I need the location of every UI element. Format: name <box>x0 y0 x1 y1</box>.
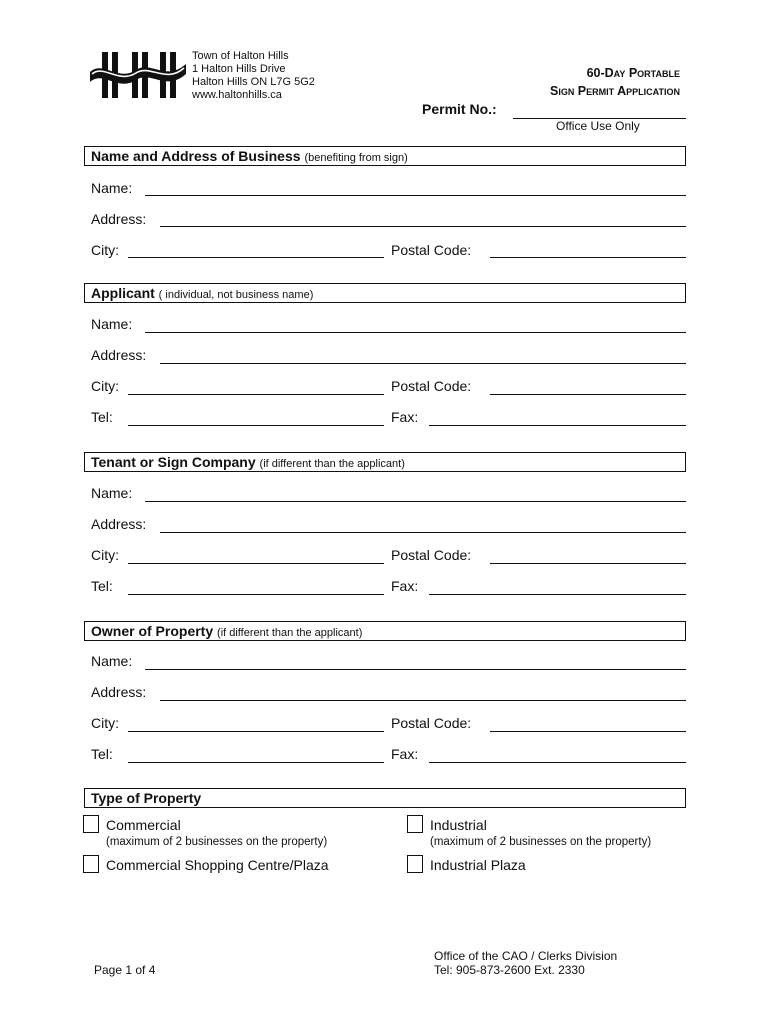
permit-number-label: Permit No.: <box>422 101 497 117</box>
section-owner-title: Owner of Property <box>91 623 214 639</box>
industrial-note: (maximum of 2 businesses on the property) <box>430 836 652 848</box>
org-city: Halton Hills ON L7G 5G2 <box>192 76 315 88</box>
form-title-line2: Sign Permit Application <box>549 84 680 98</box>
business-address-label: Address: <box>91 211 147 227</box>
section-tenant-header <box>84 452 686 472</box>
applicant-address-field[interactable] <box>160 363 686 364</box>
org-address <box>192 50 315 102</box>
tenant-postal-field[interactable] <box>490 563 686 564</box>
commercial-label: Commercial <box>106 817 181 833</box>
industrial-label: Industrial <box>430 817 487 833</box>
applicant-fax-label: Fax: <box>391 409 419 425</box>
industrial-plaza-label: Industrial Plaza <box>430 857 526 873</box>
business-city-field[interactable] <box>128 257 384 258</box>
commercial-checkbox[interactable] <box>83 815 99 833</box>
owner-name-field[interactable] <box>145 669 686 670</box>
business-postal-label: Postal Code: <box>391 242 472 258</box>
section-owner-header <box>84 621 686 641</box>
tenant-city-field[interactable] <box>128 563 384 564</box>
form-title-line1: 60-Day Portable <box>586 66 680 80</box>
section-property-type-header <box>84 788 686 808</box>
tenant-tel-label: Tel: <box>91 578 113 594</box>
applicant-address-label: Address: <box>91 347 147 363</box>
applicant-name-label: Name: <box>91 316 133 332</box>
applicant-postal-label: Postal Code: <box>391 378 472 394</box>
owner-fax-field[interactable] <box>429 762 686 763</box>
tenant-city-label: City: <box>91 547 119 563</box>
applicant-tel-field[interactable] <box>128 425 384 426</box>
business-postal-field[interactable] <box>490 257 686 258</box>
owner-fax-label: Fax: <box>391 746 419 762</box>
applicant-fax-field[interactable] <box>429 425 686 426</box>
section-applicant-header <box>84 283 686 303</box>
applicant-postal-field[interactable] <box>490 394 686 395</box>
section-business-header <box>84 146 686 166</box>
commercial-plaza-label: Commercial Shopping Centre/Plaza <box>106 857 329 873</box>
section-property-type-title: Type of Property <box>91 790 202 806</box>
tenant-postal-label: Postal Code: <box>391 547 472 563</box>
tenant-name-field[interactable] <box>145 501 686 502</box>
tenant-fax-label: Fax: <box>391 578 419 594</box>
section-tenant-title: Tenant or Sign Company <box>91 454 256 470</box>
page-number: Page 1 of 4 <box>94 963 156 977</box>
industrial-checkbox[interactable] <box>407 815 423 833</box>
owner-tel-field[interactable] <box>128 762 384 763</box>
tenant-tel-field[interactable] <box>128 594 384 595</box>
owner-address-field[interactable] <box>160 700 686 701</box>
org-street: 1 Halton Hills Drive <box>192 63 286 75</box>
section-owner-note: (if different than the applicant) <box>217 627 363 639</box>
owner-city-field[interactable] <box>128 731 384 732</box>
footer-office-name: Office of the CAO / Clerks Division <box>434 949 618 963</box>
business-city-label: City: <box>91 242 119 258</box>
owner-name-label: Name: <box>91 653 133 669</box>
footer-office <box>434 949 617 977</box>
org-name: Town of Halton Hills <box>192 50 289 62</box>
tenant-name-label: Name: <box>91 485 133 501</box>
business-name-label: Name: <box>91 180 133 196</box>
tenant-fax-field[interactable] <box>429 594 686 595</box>
section-business-title: Name and Address of Business <box>91 148 301 164</box>
tenant-address-label: Address: <box>91 516 147 532</box>
owner-postal-field[interactable] <box>490 731 686 732</box>
owner-tel-label: Tel: <box>91 746 113 762</box>
business-address-field[interactable] <box>160 226 686 227</box>
business-name-field[interactable] <box>145 195 686 196</box>
applicant-tel-label: Tel: <box>91 409 113 425</box>
owner-city-label: City: <box>91 715 119 731</box>
section-business-note: (benefiting from sign) <box>304 152 408 164</box>
commercial-note: (maximum of 2 businesses on the property) <box>106 836 328 848</box>
industrial-plaza-checkbox[interactable] <box>407 855 423 873</box>
town-logo <box>88 50 188 100</box>
org-website: www.haltonhills.ca <box>192 89 282 101</box>
section-tenant-note: (if different than the applicant) <box>259 458 405 470</box>
tenant-address-field[interactable] <box>160 532 686 533</box>
office-use-note: Office Use Only <box>556 119 640 133</box>
applicant-city-field[interactable] <box>128 394 384 395</box>
section-applicant-title: Applicant <box>91 285 155 301</box>
owner-address-label: Address: <box>91 684 147 700</box>
footer-office-phone: Tel: 905-873-2600 Ext. 2330 <box>434 963 585 977</box>
applicant-city-label: City: <box>91 378 119 394</box>
applicant-name-field[interactable] <box>145 332 686 333</box>
section-applicant-note: ( individual, not business name) <box>158 289 314 301</box>
owner-postal-label: Postal Code: <box>391 715 472 731</box>
commercial-plaza-checkbox[interactable] <box>83 855 99 873</box>
